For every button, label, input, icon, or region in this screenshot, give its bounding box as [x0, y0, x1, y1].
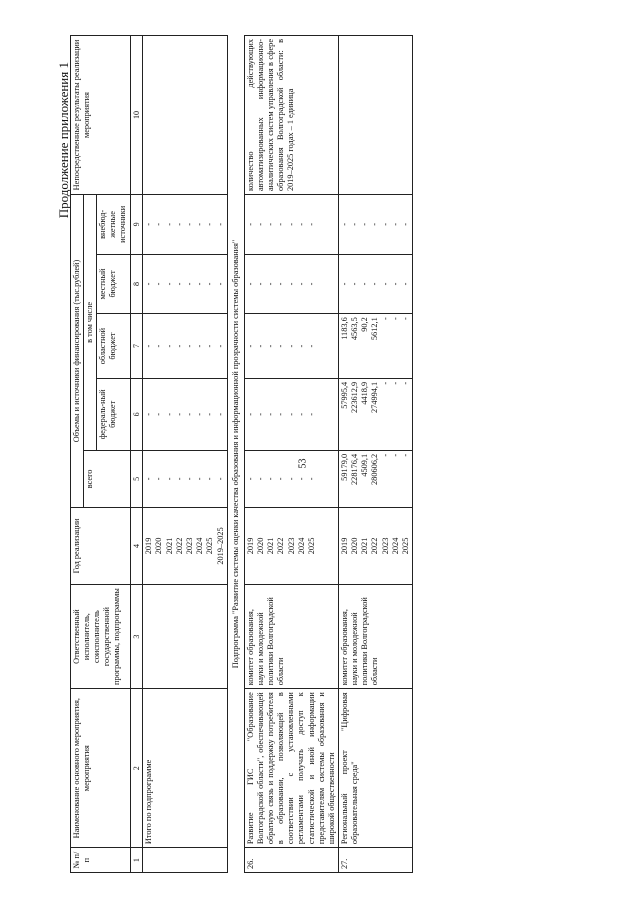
table-row	[143, 36, 228, 873]
col-number: 10	[130, 36, 143, 195]
summary-federal: - - - - - - - -	[143, 378, 228, 450]
row26-federal: - - - - - - -	[244, 378, 338, 450]
col-number: 9	[130, 195, 143, 255]
row26-regional: - - - - - - -	[244, 314, 338, 379]
col-number: 8	[130, 254, 143, 314]
row27-name: Региональный проект "Цифровая образовательная среда"	[338, 689, 412, 848]
summary-years: 2019 2020 2021 2022 2023 2024 2025 2019–2025	[143, 507, 228, 584]
row27-regional: 1183,6 4563,5 90,2 5612,1 - - -	[338, 314, 412, 379]
page-number: 53	[297, 458, 309, 469]
summary-executor	[143, 584, 228, 688]
table-row	[338, 36, 412, 873]
appendix-title: Продолжение приложения 1	[56, 62, 71, 219]
col-number: 1	[130, 848, 143, 873]
summary-local: - - - - - - - -	[143, 254, 228, 314]
row27-years: 2019 2020 2021 2022 2023 2024 2025	[338, 507, 412, 584]
header-year: Год реализации	[71, 507, 131, 584]
col-number: 2	[130, 689, 143, 848]
header-extrabudget: внебюд-жетные источники	[97, 195, 130, 255]
header-results: Непосредственные результаты реализации мероприятия	[71, 36, 131, 195]
header-funding: Объемы и источники финансирования (тыс.рублей)	[71, 195, 84, 508]
row26-years: 2019 2020 2021 2022 2023 2024 2025	[244, 507, 338, 584]
section-row	[227, 36, 244, 873]
row26-name: Развитие ГИС "Образование Волгоградской области", обеспечивающей обратную связь и поддержку потребителя в образовании, позволяющей в соответствии с установленными регламентами получать доступ к статистической и иной информации представителям системы образования и широкой общественности	[244, 689, 338, 848]
header-including: в том числе	[84, 195, 97, 451]
col-number: 5	[130, 450, 143, 507]
row26-result: количество действующих автоматизированных информационно-аналитических систем управления в сфере образования Волгоградской области: в 2019–2025 годах – 1 единица	[244, 36, 338, 195]
col-number: 6	[130, 378, 143, 450]
summary-regional: - - - - - - - -	[143, 314, 228, 379]
row26-num: 26.	[244, 848, 338, 873]
summary-label: Итого по подпрограмме	[143, 689, 228, 848]
row26-local: - - - - - - -	[244, 254, 338, 314]
row27-result	[338, 36, 412, 195]
col-number: 4	[130, 507, 143, 584]
header-federal: федераль-ный бюджет	[97, 378, 130, 450]
summary-result	[143, 36, 228, 195]
row26-total: - - - - - - -	[244, 450, 338, 507]
col-number: 3	[130, 584, 143, 688]
col-number: 7	[130, 314, 143, 379]
header-total: всего	[84, 450, 130, 507]
row27-local: - - - - - - -	[338, 254, 412, 314]
header-name: Наименование основного мероприятия, мероприятия	[71, 689, 131, 848]
section-title: Подпрограмма "Развитие системы оценки качества образования и информационной прозрачности системы образования"	[227, 36, 244, 873]
table-row	[244, 36, 338, 873]
header-num: № п/п	[71, 848, 131, 873]
header-local: местный бюджет	[97, 254, 130, 314]
funding-table	[70, 35, 413, 873]
row27-federal: 57995,4 223612,9 4418,9 274994,1 - - -	[338, 378, 412, 450]
summary-extrabudget: - - - - - - - -	[143, 195, 228, 255]
row27-total: 59179,0 228176,4 4509,1 280606,2 - - -	[338, 450, 412, 507]
row26-extrabudget: - - - - - - -	[244, 195, 338, 255]
row26-executor: комитет образования, науки и молодежной политики Волгоградской области	[244, 584, 338, 688]
summary-total: - - - - - - - -	[143, 450, 228, 507]
summary-num	[143, 848, 228, 873]
row27-executor: комитет образования, науки и молодежной политики Волгоградской области	[338, 584, 412, 688]
row27-num: 27.	[338, 848, 412, 873]
row27-extrabudget: - - - - - - -	[338, 195, 412, 255]
header-regional: областной бюджет	[97, 314, 130, 379]
header-executor: Ответственный исполнитель, соисполнитель государственной программы, подпрограммы	[71, 584, 131, 688]
